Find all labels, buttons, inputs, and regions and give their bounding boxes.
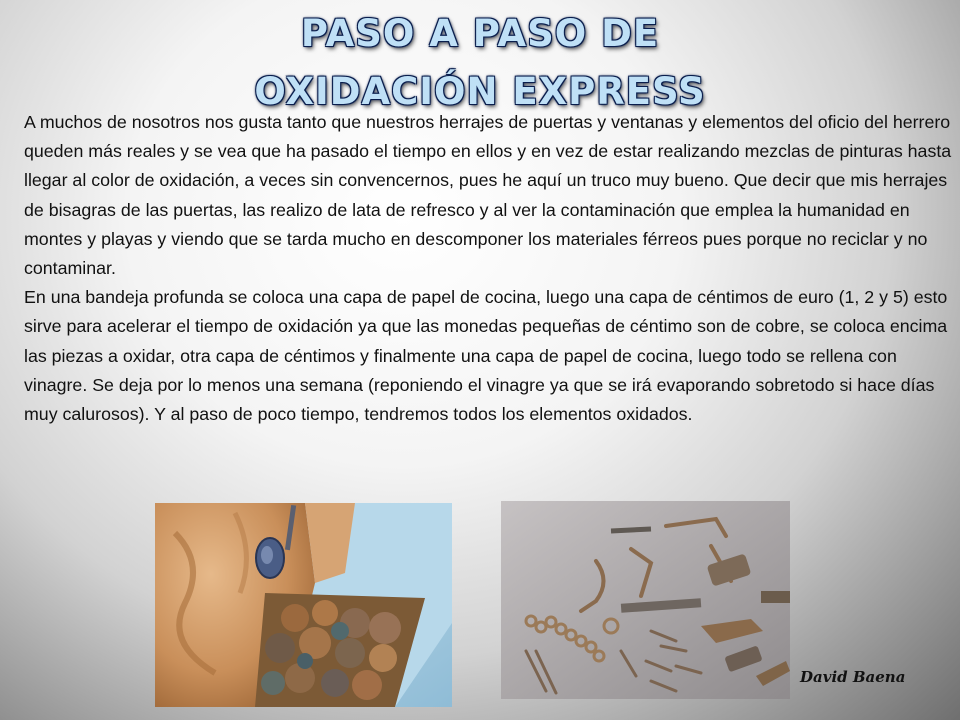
- page-title-line-2: OXIDACIÓN EXPRESS: [254, 70, 706, 113]
- tray-with-coins-photo: [155, 503, 452, 707]
- author-signature: David Baena: [800, 668, 906, 686]
- oxidized-pieces-photo: [501, 501, 790, 699]
- page-title-line-1: PASO A PASO DE: [300, 12, 660, 55]
- article-body: [24, 108, 952, 429]
- instructions-paragraph: En una bandeja profunda se coloca una capa de papel de cocina, luego una capa de céntimos de euro (1, 2 y 5) esto sirve para acelerar el tiempo de oxidación ya que las monedas pequeñas de céntimo son de cobre, se coloca encima las piezas a oxidar, otra capa de céntimos y finalmente una capa de papel de cocina, luego todo se rellena con vinagre. Se deja por lo menos una semana (reponiendo el vinagre ya que se irá evaporando sobretodo si hace días muy calurosos). Y al paso de poco tiempo, tendremos todos los elementos oxidados.: [24, 287, 948, 425]
- intro-paragraph: A muchos de nosotros nos gusta tanto que nuestros herrajes de puertas y ventanas y elementos del oficio del herrero queden más reales y se vea que ha pasado el tiempo en ellos y en vez de estar realizando mezclas de pinturas hasta llegar al color de oxidación, a veces sin convencernos, pues he aquí un truco muy bueno. Que decir que mis herrajes de bisagras de las puertas, las realizo de lata de refresco y al ver la contaminación que emplea la humanidad en montes y playas y viendo que se tarda mucho en descomponer los materiales férreos pues porque no reciclar y no contaminar.: [24, 112, 952, 279]
